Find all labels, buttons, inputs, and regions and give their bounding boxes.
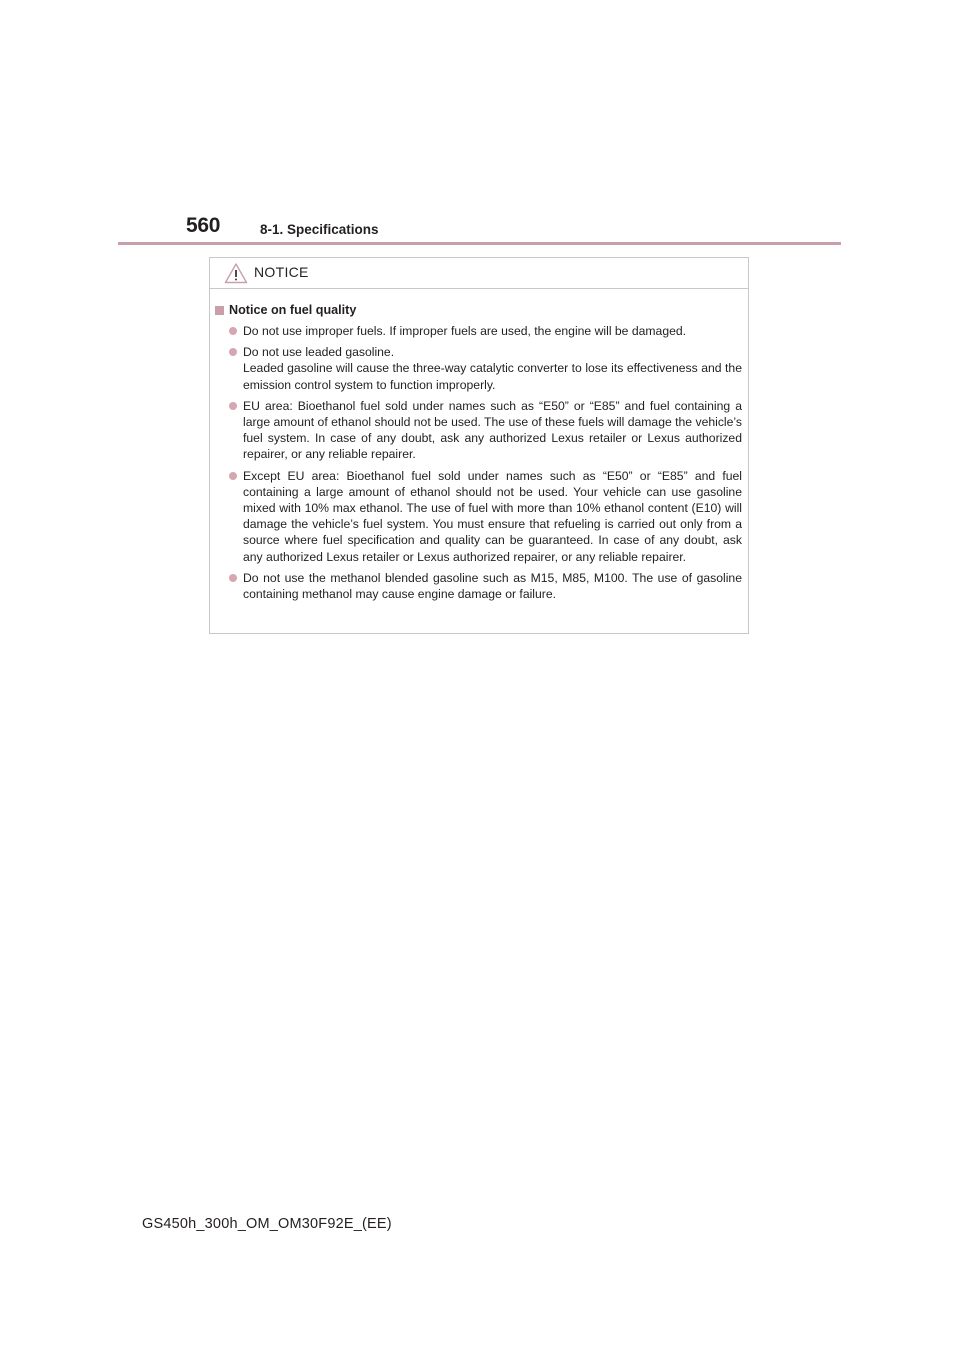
list-item	[210, 468, 748, 565]
notice-bullet-list	[210, 323, 748, 602]
section-title: 8-1. Specifications	[260, 222, 379, 237]
notice-header	[210, 258, 748, 289]
bullet-text: Do not use improper fuels. If improper fuels are used, the engine will be damaged.	[243, 324, 687, 338]
list-item	[210, 398, 748, 463]
notice-body	[210, 302, 748, 607]
circle-bullet-icon	[229, 348, 237, 356]
bullet-text: Do not use the methanol blended gasoline such as M15, M85, M100. The use of gasoline containing methanol may cause engine damage or failure.	[243, 570, 742, 602]
topic-heading	[210, 302, 748, 318]
bullet-text: Except EU area: Bioethanol fuel sold under names such as “E50” or “E85” and fuel containing a large amount of ethanol should not be used. Your vehicle can use gasoline mixed with 10% max ethanol. The use of fuel with more than 10% ethanol content (E10) will damage the vehicle’s fuel system. You must ensure that refueling is carried out only from a source where fuel specification and quality can be guaranteed. In case of any doubt, ask any authorized Lexus retailer or Lexus authorized repairer, or any reliable repairer.	[243, 468, 742, 564]
notice-box	[209, 257, 749, 634]
circle-bullet-icon	[229, 472, 237, 480]
circle-bullet-icon	[229, 402, 237, 410]
list-item	[210, 570, 748, 602]
list-item	[210, 323, 748, 339]
circle-bullet-icon	[229, 574, 237, 582]
bullet-text: EU area: Bioethanol fuel sold under names such as “E50” or “E85” and fuel containing a large amount of ethanol should not be used. The use of these fuels will damage the vehicle’s fuel system. In case of any doubt, ask any authorized Lexus retailer or Lexus authorized repairer, or any reliable repairer.	[243, 398, 742, 462]
header-rule	[118, 242, 841, 245]
manual-code: GS450h_300h_OM_OM30F92E_(EE)	[142, 1216, 392, 1232]
bullet-text: Do not use leaded gasoline. Leaded gasoline will cause the three-way catalytic converter to lose its effectiveness and the emission control system to function improperly.	[243, 345, 742, 392]
square-bullet-icon	[215, 306, 224, 315]
notice-label: NOTICE	[254, 264, 309, 280]
warning-triangle-icon	[224, 262, 248, 284]
page-number: 560	[186, 214, 221, 237]
topic-heading-text: Notice on fuel quality	[229, 303, 357, 317]
circle-bullet-icon	[229, 327, 237, 335]
list-item	[210, 344, 748, 393]
